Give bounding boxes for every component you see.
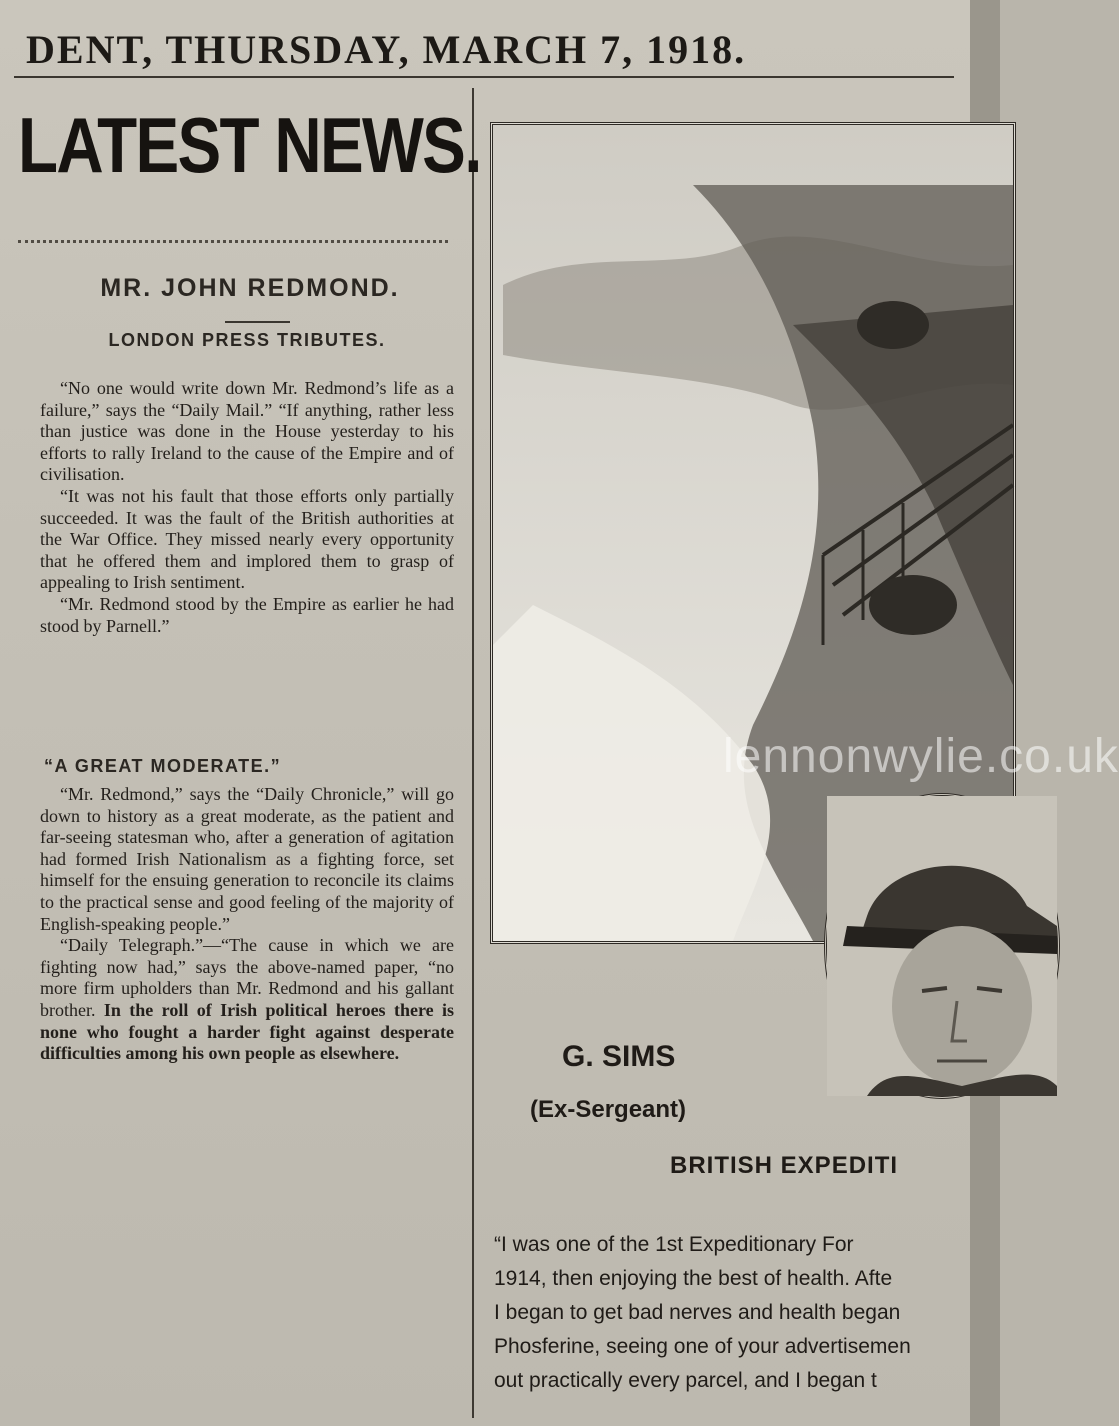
paragraph: “No one would write down Mr. Redmond’s life as a failure,” says the “Daily Mail.” “If anything, rather less than justice was done in the House yesterday to his efforts to rally Ireland to the cause of the Empire and of civilisation. xyxy=(40,378,454,485)
force-heading: BRITISH EXPEDITI xyxy=(670,1152,899,1179)
masthead xyxy=(14,18,954,78)
portrait-illustration xyxy=(827,796,1057,1096)
headline-rule xyxy=(225,321,290,323)
paragraph: “It was not his fault that those efforts only partially succeeded. It was the fault of the British authorities at the War Office. They missed nearly every opportunity that he offered them and implored them to grasp of appealing to Irish sentiment. xyxy=(40,485,454,593)
testimonial-line: 1914, then enjoying the best of health. Afte xyxy=(494,1267,893,1290)
paragraph: “Mr. Redmond,” says the “Daily Chronicle,” will go down to history as a great moderate, as the patient and far-seeing statesman who, after a generation of agitation had formed Irish Nationalism as a fighting force, set himself for the ensuing generation to reconcile its claims to the practical sense and good feeling of the majority of English-speaking people.” xyxy=(40,784,454,934)
article-subhead: LONDON PRESS TRIBUTES. xyxy=(108,330,386,350)
latest-news-banner: LATEST NEWS. xyxy=(18,101,481,189)
article-headline: MR. JOHN REDMOND. xyxy=(100,274,400,302)
soldier-rank: (Ex-Sergeant) xyxy=(530,1096,687,1123)
testimonial-line: I began to get bad nerves and health began xyxy=(494,1301,901,1324)
testimonial-text xyxy=(494,1228,1054,1398)
paragraph-bold-text: In the roll of Irish political heroes there is none who fought a harder fight against desperate difficulties among his own people as elsewhere. xyxy=(40,999,454,1064)
paragraph: “Mr. Redmond stood by the Empire as earlier he had stood by Parnell.” xyxy=(40,593,454,636)
masthead-text: DENT, THURSDAY, MARCH 7, 1918. xyxy=(26,27,747,72)
paragraph-text: “Daily Telegraph.”—“The cause in which we are fighting now had,” says the above-named paper, “no more firm upholders than Mr. Redmond and his gallant brother. xyxy=(40,935,454,1020)
article-body-part-2 xyxy=(40,784,454,1065)
article-body-part-1 xyxy=(40,378,454,637)
testimonial-line: Phosferine, seeing one of your advertisemen xyxy=(494,1335,911,1358)
section-heading: “A GREAT MODERATE.” xyxy=(44,756,282,776)
testimonial-line: “I was one of the 1st Expeditionary For xyxy=(494,1233,854,1256)
dotted-divider xyxy=(18,240,448,243)
soldier-name: G. SIMS xyxy=(562,1040,676,1073)
paragraph xyxy=(40,935,454,1065)
soldier-portrait xyxy=(824,793,1060,1099)
watermark: lennonwylie.co.uk xyxy=(723,730,1119,783)
left-column xyxy=(0,88,481,1418)
right-column xyxy=(474,88,1119,1418)
testimonial-line: out practically every parcel, and I began t xyxy=(494,1369,877,1392)
